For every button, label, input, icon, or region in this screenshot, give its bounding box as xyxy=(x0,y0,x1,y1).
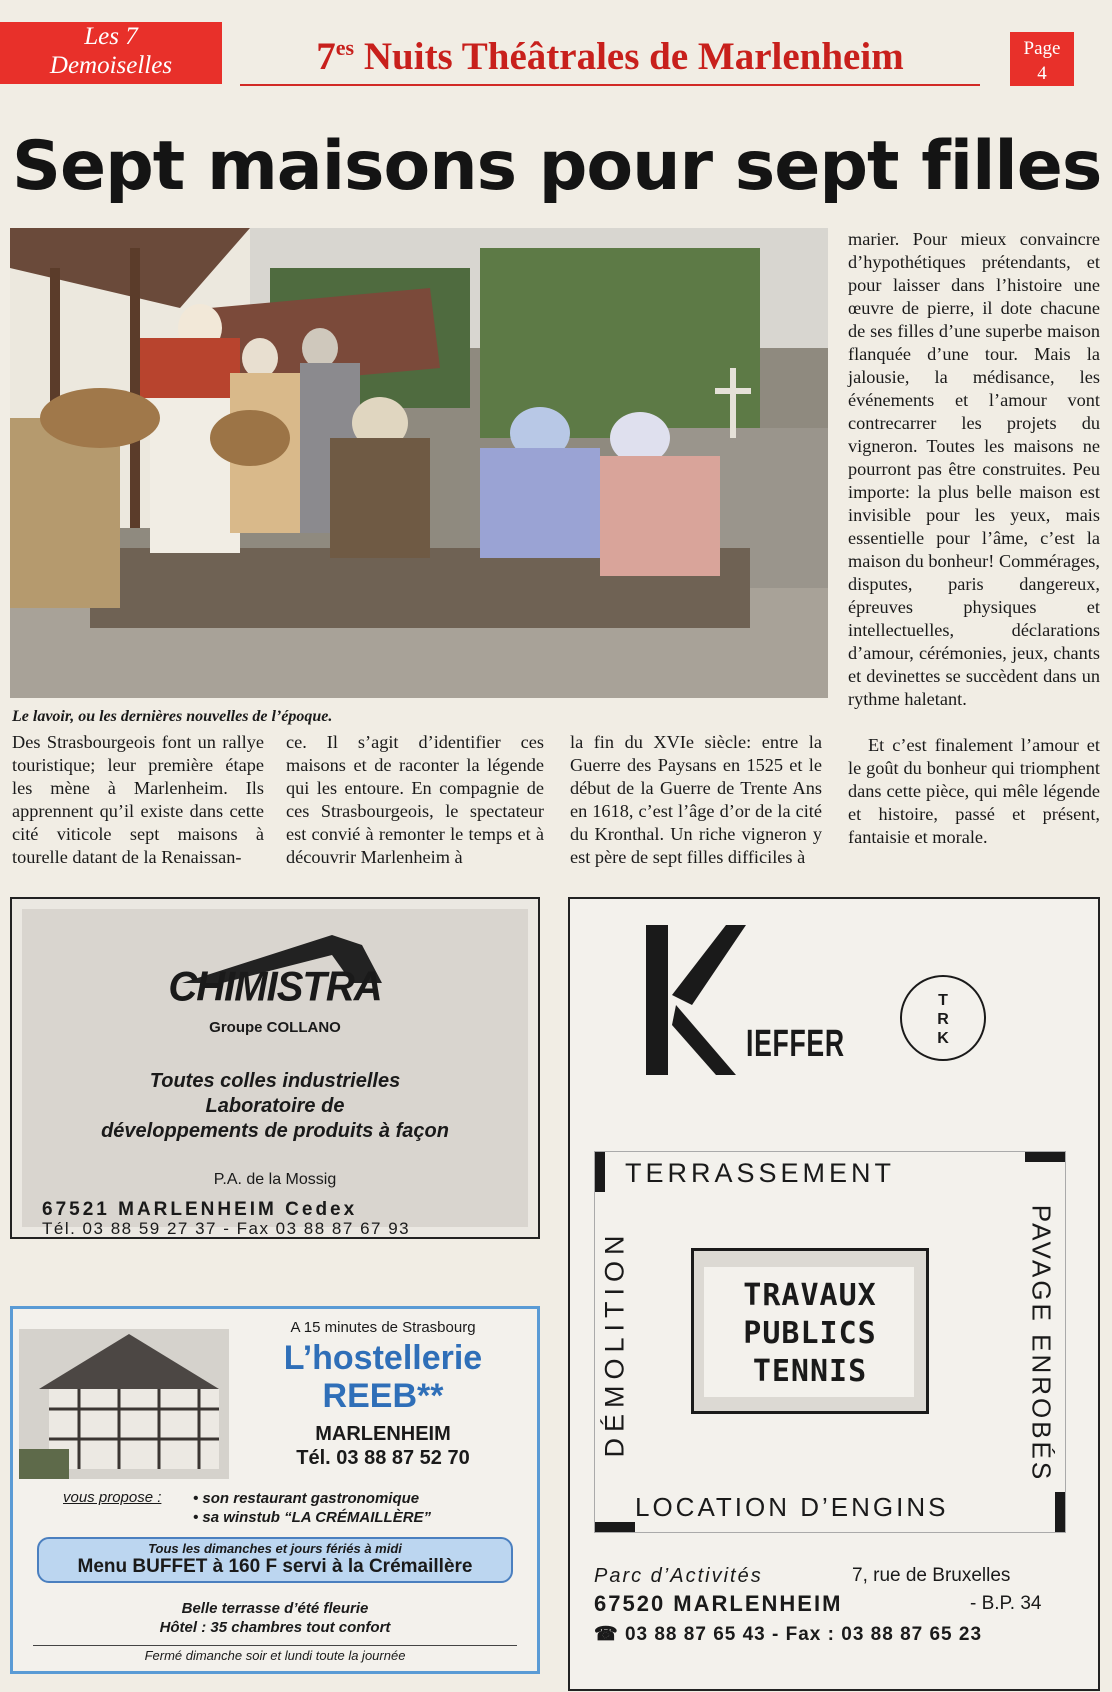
kieffer-center-panel xyxy=(691,1248,929,1414)
section-label xyxy=(0,22,222,84)
article-column-3 xyxy=(570,731,822,869)
kieffer-travaux: TRAVAUX xyxy=(743,1278,877,1313)
kieffer-street: 7, rue de Bruxelles xyxy=(852,1565,1011,1586)
article-headline: Sept maisons pour sept filles xyxy=(12,127,1102,206)
article-col3-text: la fin du XVIe siècle: entre la Guerre des Paysans en 1525 et le début de la Guerre de Trente Ans en 1618, c’est l’âge d’or de la cité du Kronthal. Un riche vigneron y est père de sept filles difficiles à xyxy=(570,732,822,867)
page-header-title xyxy=(240,30,980,86)
reeb-name-line1: L’hostellerie xyxy=(283,1339,483,1377)
hotel-building-photo xyxy=(19,1329,229,1479)
chimistra-brand: CHIMISTRA xyxy=(168,963,382,1011)
section-label-line2: Demoiselles xyxy=(49,52,173,79)
reeb-buffet-banner xyxy=(37,1537,513,1583)
seal-letter-r: R xyxy=(937,1011,949,1028)
title-number: 7 xyxy=(316,35,336,78)
reeb-propose: vous propose : xyxy=(63,1489,162,1506)
article-column-1 xyxy=(12,731,264,869)
kieffer-trk-seal xyxy=(900,975,986,1061)
page-number-box xyxy=(1010,32,1074,86)
kieffer-phone-line xyxy=(594,1623,982,1646)
article-col4-para1: marier. Pour mieux convaincre d’hypothétiques prétendants, et pour laisser dans l’histoire une œuvre de pierre, il dote chacune de ses filles d’une superbe maison flanquée d’une tour. Mais la jalousie, la médisance, les événements et l’amour vont contrecarrer les projets du vigneron. Toutes les maisons ne pourront pas être construites. Peu importe: la plus belle maison est invisible pour les yeux, mais essentielle pour l’âme, c’est la maison du bonheur! Commérages, disputes, paris dangereux, épreuves physiques et intellectuelles, déclarations d’amour, cérémonies, jeux, chants et devinettes se succèdent dans un rythme haletant. xyxy=(848,229,1100,709)
kieffer-publics: PUBLICS xyxy=(743,1316,877,1351)
photo-caption: Le lavoir, ou les dernières nouvelles de l’époque. xyxy=(12,708,333,725)
kieffer-location: LOCATION D’ENGINS xyxy=(635,1492,949,1522)
chimistra-group: Groupe COLLANO xyxy=(209,1019,341,1036)
chimistra-phone: Tél. 03 88 59 27 37 - Fax 03 88 87 67 93 xyxy=(42,1219,411,1238)
reeb-closed: Fermé dimanche soir et lundi toute la journée xyxy=(33,1645,517,1663)
page-number: 4 xyxy=(1037,63,1047,84)
kieffer-terrassement: TERRASSEMENT xyxy=(625,1158,896,1188)
reeb-banner-line1: Tous les dimanches et jours fériés à midi xyxy=(148,1541,402,1556)
kieffer-park: Parc d’Activités xyxy=(594,1565,763,1587)
kieffer-phone: 03 88 87 65 43 - Fax : 03 88 87 65 23 xyxy=(624,1624,983,1645)
kieffer-demolition: DÉMOLITION xyxy=(599,1229,630,1458)
lavoir-photo-illustration xyxy=(10,228,828,698)
reeb-name-line2: REEB** xyxy=(322,1377,444,1415)
kieffer-pavage: PAVAGE ENROBÉS xyxy=(1026,1204,1057,1483)
ad-kieffer xyxy=(568,897,1100,1691)
kieffer-brand: IEFFER xyxy=(746,1023,845,1065)
article-column-2 xyxy=(286,731,544,869)
reeb-phone: Tél. 03 88 87 52 70 xyxy=(296,1447,470,1469)
chimistra-city: 67521 MARLENHEIM Cedex xyxy=(42,1199,358,1220)
kieffer-bp: - B.P. 34 xyxy=(970,1593,1042,1614)
title-text: Nuits Théâtrales de Marlenheim xyxy=(354,35,904,78)
reeb-item-winstub: • sa winstub “LA CRÉMAILLÈRE” xyxy=(193,1509,432,1526)
reeb-banner-line2: Menu BUFFET à 160 F servi à la Crémaillère xyxy=(77,1556,473,1577)
seal-letter-t: T xyxy=(938,992,948,1009)
chimistra-line3: développements de produits à façon xyxy=(101,1120,449,1142)
chimistra-line1: Toutes colles industrielles xyxy=(149,1070,401,1092)
phone-icon: ☎ xyxy=(594,1624,625,1645)
reeb-terrace: Belle terrasse d’été fleurie xyxy=(181,1600,369,1617)
ad-hostellerie-reeb xyxy=(10,1306,540,1674)
chimistra-address: P.A. de la Mossig xyxy=(213,1171,337,1188)
page-label: Page xyxy=(1023,38,1061,59)
seal-letter-k: K xyxy=(937,1030,949,1047)
kieffer-k-logo-icon xyxy=(646,925,746,1075)
chimistra-line2: Laboratoire de xyxy=(205,1095,345,1117)
ad-chimistra-panel xyxy=(22,909,528,1238)
article-col1-text: Des Strasbourgeois font un rallye touristique; leur première étape les mène à Marlenheim. Ils apprennent qu’il existe dans cette cité viticole sept maisons à tourelle datant de la Renaissan- xyxy=(12,732,264,867)
section-label-line1: Les 7 xyxy=(84,23,138,50)
reeb-hotel: Hôtel : 35 chambres tout confort xyxy=(159,1619,391,1636)
reeb-city: MARLENHEIM xyxy=(315,1423,451,1445)
article-col4-para2: Et c’est finalement l’amour et le goût du bonheur qui triomphent dans cette pièce, qui mêle légende et histoire, passé et présent, fantaisie et morale. xyxy=(848,735,1100,847)
kieffer-city: 67520 MARLENHEIM xyxy=(594,1591,843,1616)
kieffer-services-box xyxy=(594,1151,1066,1533)
article-photo xyxy=(10,228,828,698)
article-col2-text: ce. Il s’agit d’identifier ces maisons et de raconter la légende qui les entoure. En compagnie de ces Strasbourgeois, le spectateur est convié à remonter le temps et à découvrir Marlenheim à xyxy=(286,732,544,867)
ad-chimistra xyxy=(10,897,540,1239)
reeb-item-restaurant: • son restaurant gastronomique xyxy=(193,1490,420,1507)
reeb-tagline: A 15 minutes de Strasbourg xyxy=(290,1319,476,1336)
kieffer-tennis: TENNIS xyxy=(752,1354,868,1389)
title-superscript: es xyxy=(335,35,355,60)
article-column-4 xyxy=(848,228,1100,849)
